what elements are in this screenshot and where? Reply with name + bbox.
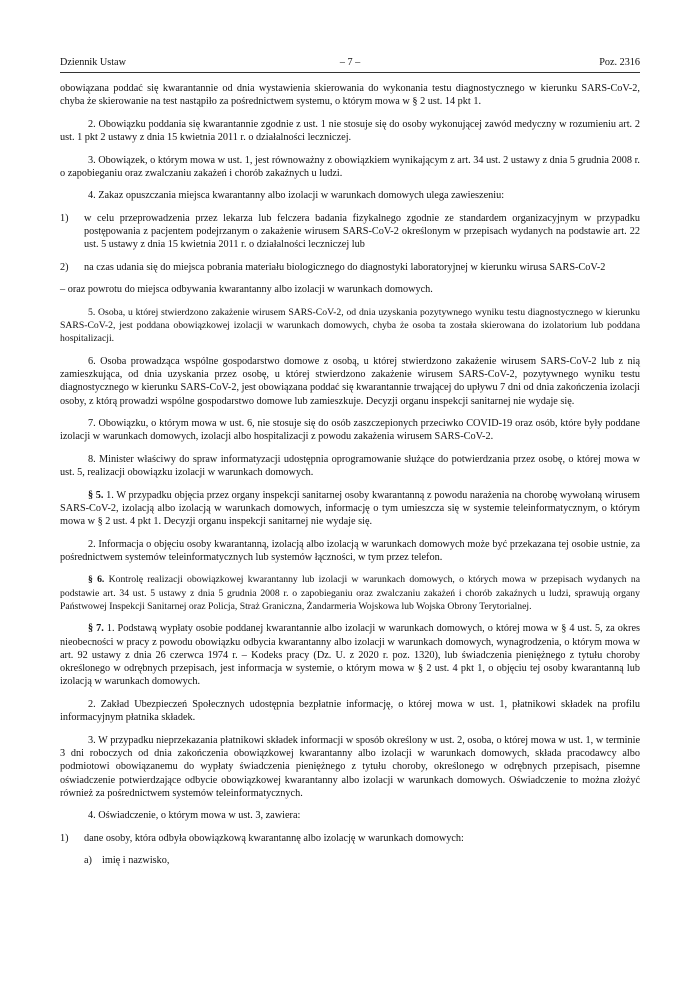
list-text: na czas udania się do miejsca pobrania materiału biologicznego do diagnostyki laboratoryjnej w kierunku wirusa SARS-CoV-2 [84,261,606,273]
list-item [60,832,640,845]
paragraph: 5. Osoba, u której stwierdzono zakażenie wirusem SARS-CoV-2, od dnia uzyskania pozytywnego wyniku testu diagnostycznego w kierunku SARS-CoV-2, jest poddana obowiązkowej izolacji w warunkach domowych, chyba że osoba ta została skierowana do izolatorium lub poddana hospitalizacji. [60,306,640,345]
section-paragraph [60,622,640,688]
paragraph: 7. Obowiązku, o którym mowa w ust. 6, nie stosuje się do osób zaszczepionych przeciwko COVID-19 oraz osób, które były poddane izolacji w warunkach domowych, izolacji albo hospitalizacji z powodu zakażenia wirusem SARS-CoV-2. [60,418,640,443]
sub-list-item [60,854,640,867]
page-header [60,56,640,73]
section-text: 1. Podstawą wypłaty osobie poddanej kwarantannie albo izolacji w warunkach domowych, o której mowa w § 4 ust. 5, za okres nieobecności w pracy z powodu obowiązku odbycia kwarantanny albo izolacji w warunkach domowych, wynagrodzenia, o którym mowa w art. 92 ustawy z dnia 26 czerwca 1974 r. – Kodeks pracy (Dz. U. z 2020 r. poz. 1320), lub świadczenia pieniężnego z tytułu choroby określonego w odrębnych przepisach, jest informacja w systemie, o którym mowa w § 2 ust. 4 pkt 1, o objęciu tej osoby kwarantanną lub izolacją w warunkach domowych. [60,623,641,688]
list-item [60,261,640,274]
paragraph: 8. Minister właściwy do spraw informatyzacji udostępnia oprogramowanie służące do potwierdzania przez osobę, o której mowa w ust. 5, realizacji obowiązku izolacji w warunkach domowych. [60,453,640,479]
page-number: – 7 – [339,57,361,68]
section-number: § 7. [88,623,104,635]
section-number: § 5. [88,489,104,501]
document-body [60,82,640,868]
section-paragraph [60,573,640,613]
paragraph: 2. Informacja o objęciu osoby kwarantanną, izolacją albo izolacją w warunkach domowych może być przekazana tej osobie ustnie, za pośrednictwem systemów teleinformatycznych lub systemów łączności, w tym przez telefon. [60,538,640,563]
paragraph: 3. Obowiązek, o którym mowa w ust. 1, jest równoważny z obowiązkiem wynikającym z art. 34 ust. 2 ustawy z dnia 5 grudnia 2008 r. o zapobieganiu oraz zwalczaniu zakażeń i chorób zakaźnych u ludzi. [60,154,640,179]
list-text: dane osoby, która odbyła obowiązkową kwarantannę albo izolację w warunkach domowych: [84,832,464,844]
list-text: w celu przeprowadzenia przez lekarza lub felczera badania fizykalnego zgodnie ze standardem organizacyjnym w przypadku postępowania z pacjentem podejrzanym o zakażenie wirusem SARS-CoV-2 określonym w przepisach wydanych na podstawie art. 22 ust. 5 ustawy z dnia 15 kwietnia 2011 r. o działalności leczniczej lub [84,212,640,251]
paragraph: 2. Zakład Ubezpieczeń Społecznych udostępnia bezpłatnie informację, o której mowa w ust. 1, płatnikowi składek na profilu informacyjnym płatnika składek. [60,698,640,724]
position-number: Poz. 2316 [599,57,640,68]
paragraph: – oraz powrotu do miejsca odbywania kwarantanny albo izolacji w warunkach domowych. [60,284,433,296]
paragraph: 3. W przypadku nieprzekazania płatnikowi składek informacji w sposób określony w ust. 2, osoba, o której mowa w ust. 1, w terminie 3 dni roboczych od dnia zakończenia obowiązkowej kwarantanny albo izolacji w warunkach domowych, składa pracodawcy albo podmiotowi obowiązanemu do wypłaty świadczenia pieniężnego z tytułu choroby, określonego w odrębnych przepisach, pisemne oświadczenie potwierdzające odbycie obowiązkowej kwarantanny albo izolacji w warunkach domowych. Oświadczenie to można złożyć również za pośrednictwem systemów teleinformatycznych. [60,734,640,799]
paragraph: 2. Obowiązku poddania się kwarantannie zgodnie z ust. 1 nie stosuje się do osoby wykonującej zawód medyczny w rozumieniu art. 2 ust. 1 pkt 2 ustawy z dnia 15 kwietnia 2011 r. o działalności leczniczej. [60,118,640,144]
paragraph: 6. Osoba prowadząca wspólne gospodarstwo domowe z osobą, u której stwierdzono zakażenie wirusem SARS-CoV-2 lub z nią zamieszkująca, od dnia uzyskania przez osobę, u której stwierdzono zakażenie wirusem SARS-CoV-2, pozytywnego wyniku testu diagnostycznego w kierunku SARS-CoV-2, jest obowiązana poddać się kwarantannie trwającej do upływu 7 dni od dnia zakończenia izolacji osoby, z którą prowadzi wspólne gospodarstwo domowe lub zamieszkuje. Decyzji organu inspekcji sanitarnej nie wydaje się. [60,355,640,407]
sub-list-letter: a) [84,855,92,867]
list-item [60,212,640,252]
list-number: 2) [60,261,69,273]
section-paragraph [60,489,640,529]
journal-name: Dziennik Ustaw [60,57,126,68]
list-number: 1) [60,212,69,224]
paragraph: 4. Zakaz opuszczania miejsca kwarantanny albo izolacji w warunkach domowych ulega zawieszeniu: [88,190,505,202]
section-number: § 6. [88,574,105,586]
section-text: Kontrolę realizacji obowiązkowej kwarantanny lub izolacji w warunkach domowych, o których mowa w przepisach wydanych na podstawie art. 34 ust. 5 ustawy z dnia 5 grudnia 2008 r. o zapobieganiu oraz zwalczaniu zakażeń i chorób zakaźnych u ludzi, sprawują organy Państwowej Inspekcji Sanitarnej oraz Policja, Straż Graniczna, Żandarmeria Wojskowa lub Wojska Obrony Terytorialnej. [60,574,640,612]
paragraph: 4. Oświadczenie, o którym mowa w ust. 3, zawiera: [88,810,301,822]
list-number: 1) [60,832,69,844]
section-text: 1. W przypadku objęcia przez organy inspekcji sanitarnej osoby kwarantanną z powodu narażenia na chorobę wywołaną wirusem SARS-CoV-2, izolacją albo izolacją w warunkach domowych, informację o tym umieszcza się w systemie teleinformatycznym, o którym mowa w § 2 ust. 4 pkt 1. Decyzji organu inspekcji sanitarnej nie wydaje się. [60,489,640,528]
sub-list-text: imię i nazwisko, [102,855,170,867]
paragraph: obowiązana poddać się kwarantannie od dnia wystawienia skierowania do wykonania testu diagnostycznego w kierunku SARS-CoV-2, chyba że skierowanie na test nastąpiło za pośrednictwem systemu, o którym mowa w § 2 ust. 14 pkt 1. [60,83,640,108]
